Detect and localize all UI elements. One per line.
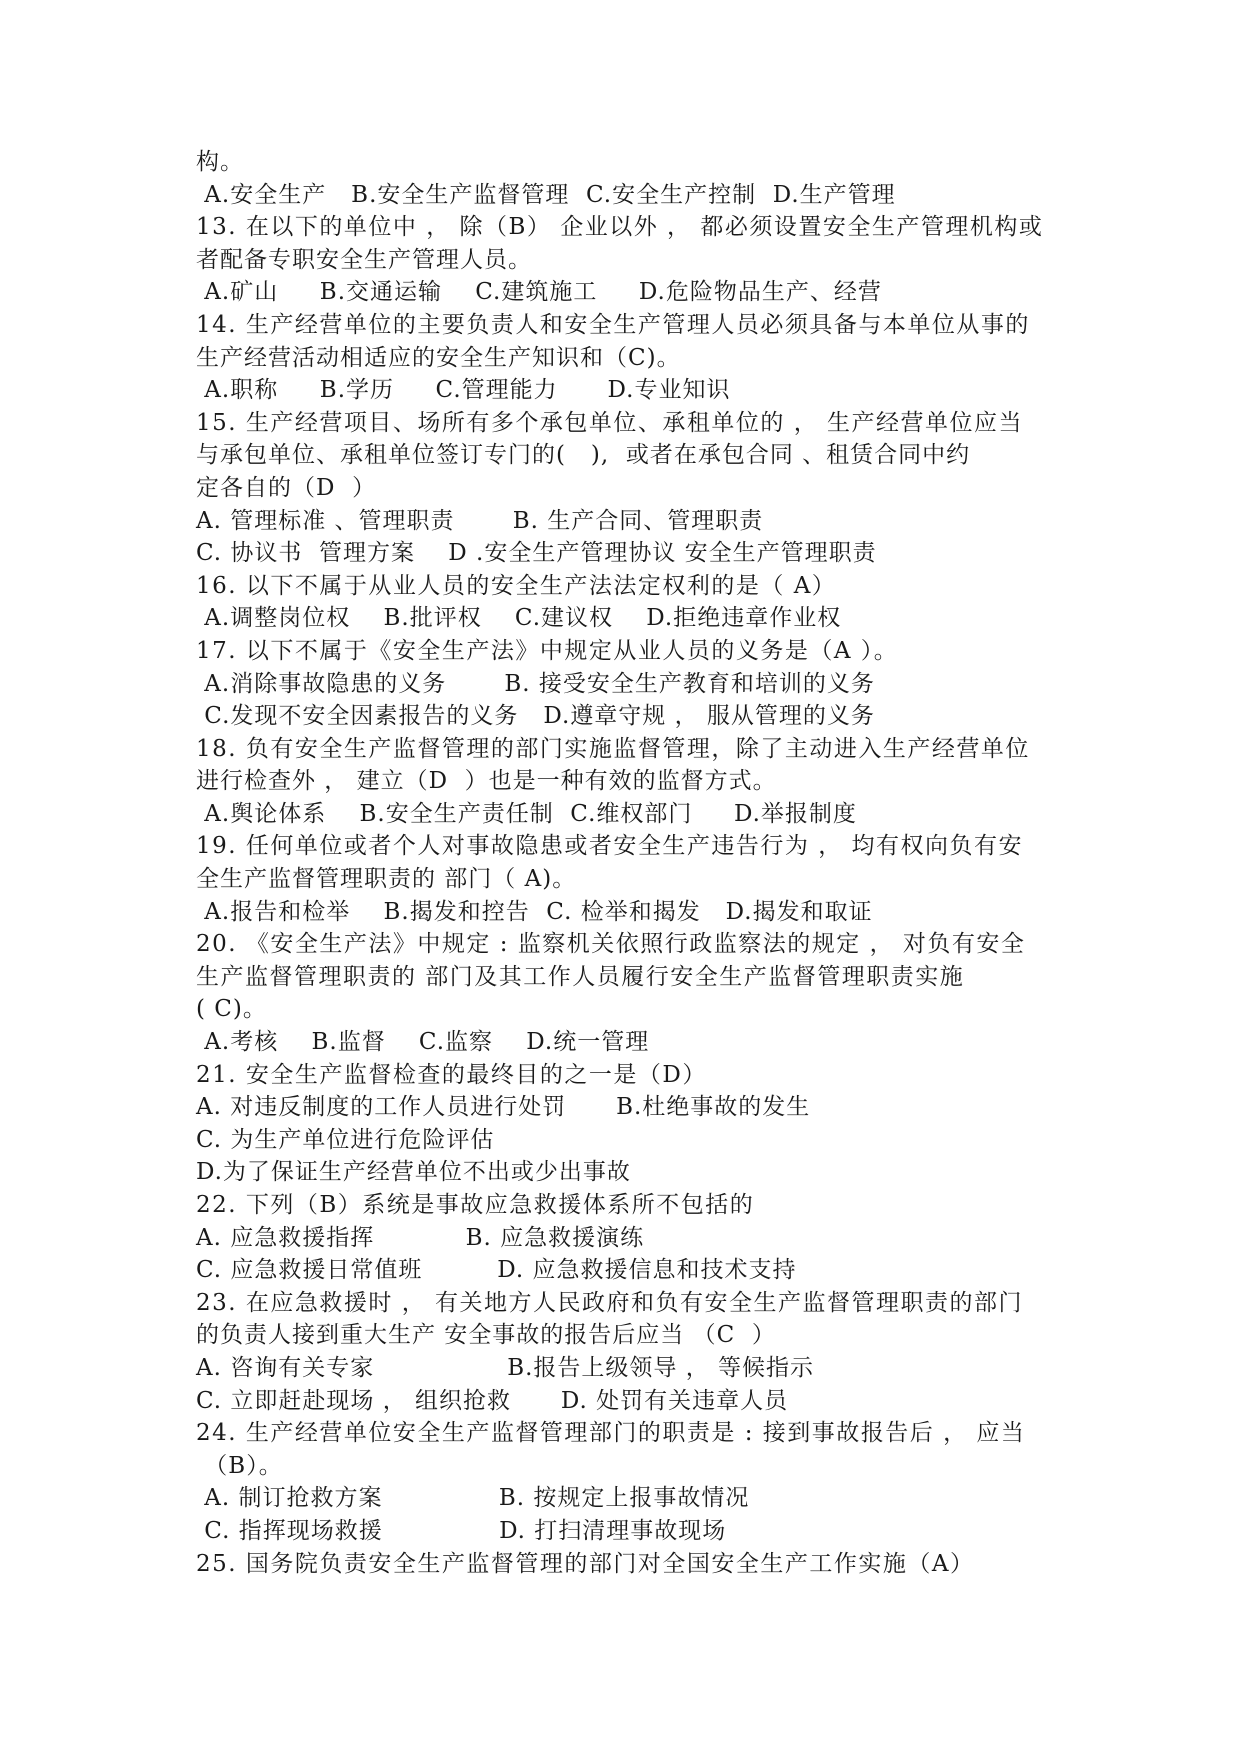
- text-line: 构。: [196, 149, 244, 175]
- text-line: （B）。: [196, 1452, 283, 1479]
- question-21-line: 21. 安全生产监督检查的最终目的之一是（D）: [196, 1061, 707, 1088]
- question-24-line: 24. 生产经营单位安全生产监督管理部门的职责是 : 接到事故报告后 ， 应当: [196, 1420, 1026, 1447]
- answer-options-line: A.职称 B.学历 C.管理能力 D.专业知识: [196, 377, 731, 404]
- answer-options-line: A. 应急救援指挥 B. 应急救援演练: [196, 1224, 645, 1251]
- answer-options-line: C. 为生产单位进行危险评估: [196, 1126, 495, 1153]
- answer-options-line: A.考核 B.监督 C.监察 D.统一管理: [196, 1029, 650, 1056]
- answer-options-line: A.舆论体系 B.安全生产责任制 C.维权部门 D.举报制度: [196, 800, 857, 827]
- answer-options-line: A. 对违反制度的工作人员进行处罚 B.杜绝事故的发生: [196, 1094, 811, 1121]
- answer-options-line: A. 管理标准 、管理职责 B. 生产合同、管理职责: [196, 507, 764, 534]
- answer-options-line: A.矿山 B.交通运输 C.建筑施工 D.危险物品生产、经营: [196, 279, 882, 306]
- question-13-line: 13. 在以下的单位中 ， 除（B） 企业以外 ， 都必须设置安全生产管理机构或: [196, 214, 1044, 241]
- text-line: 者配备专职安全生产管理人员。: [196, 246, 532, 273]
- question-23-line: 23. 在应急救援时 ， 有关地方人民政府和负有安全生产监督管理职责的部门: [196, 1289, 1024, 1316]
- text-line: 定各自的（D ）: [196, 474, 377, 501]
- document-page: [196, 146, 1056, 1580]
- question-20-line: 20. 《安全生产法》中规定 : 监察机关依照行政监察法的规定 ， 对负有安全: [196, 931, 1026, 958]
- question-17-line: 17. 以下不属于《安全生产法》中规定从业人员的义务是（A ）。: [196, 637, 899, 664]
- answer-options-line: A. 咨询有关专家 B.报告上级领导 ， 等候指示: [196, 1354, 815, 1381]
- answer-options-line: A.消除事故隐患的义务 B. 接受安全生产教育和培训的义务: [196, 670, 875, 697]
- text-line: 全生产监督管理职责的 部门（ A)。: [196, 866, 577, 893]
- answer-options-line: C. 协议书 管理方案 D .安全生产管理协议 安全生产管理职责: [196, 540, 877, 567]
- question-25-line: 25. 国务院负责安全生产监督管理的部门对全国安全生产工作实施（A）: [196, 1550, 975, 1577]
- text-line: 生产监督管理职责的 部门及其工作人员履行安全生产监督管理职责实施: [196, 963, 965, 990]
- question-18-line: 18. 负有安全生产监督管理的部门实施监督管理，除了主动进入生产经营单位: [196, 735, 1030, 762]
- text-line: 生产经营活动相适应的安全生产知识和（C)。: [196, 344, 681, 371]
- question-16-line: 16. 以下不属于从业人员的安全生产法法定权利的是（ A）: [196, 572, 837, 599]
- question-19-line: 19. 任何单位或者个人对事故隐患或者安全生产违告行为 ， 均有权向负有安: [196, 833, 1024, 860]
- answer-options-line: C.发现不安全因素报告的义务 D.遵章守规 ， 服从管理的义务: [196, 703, 875, 730]
- text-line: 的负责人接到重大生产 安全事故的报告后应当 （C ）: [196, 1322, 776, 1349]
- answer-options-line: C. 应急救援日常值班 D. 应急救援信息和技术支持: [196, 1257, 797, 1284]
- answer-options-line: A. 制订抢救方案 B. 按规定上报事故情况: [196, 1485, 750, 1512]
- text-line: 进行检查外 ， 建立（D ）也是一种有效的监督方式。: [196, 768, 777, 795]
- answer-options-line: A.报告和检举 B.揭发和控告 C. 检举和揭发 D.揭发和取证: [196, 898, 873, 925]
- question-22-line: 22. 下列（B）系统是事故应急救援体系所不包括的: [196, 1192, 755, 1218]
- question-14-line: 14. 生产经营单位的主要负责人和安全生产管理人员必须具备与本单位从事的: [196, 311, 1030, 338]
- answer-options-line: D.为了保证生产经营单位不出或少出事故: [196, 1159, 631, 1186]
- text-line: 与承包单位、承租单位签订专门的( ), 或者在承包合同 、租赁合同中约: [196, 442, 971, 469]
- question-15-line: 15. 生产经营项目、场所有多个承包单位、承租单位的 ， 生产经营单位应当: [196, 409, 1024, 436]
- answer-options-line: C. 立即赶赴现场 ， 组织抢救 D. 处罚有关违章人员: [196, 1387, 789, 1414]
- text-line: ( C)。: [196, 996, 267, 1023]
- answer-options-line: C. 指挥现场救援 D. 打扫清理事故现场: [196, 1517, 727, 1544]
- answer-options-line: A.调整岗位权 B.批评权 C.建议权 D.拒绝违章作业权: [196, 605, 842, 632]
- answer-options-line: A.安全生产 B.安全生产监督管理 C.安全生产控制 D.生产管理: [196, 181, 896, 208]
